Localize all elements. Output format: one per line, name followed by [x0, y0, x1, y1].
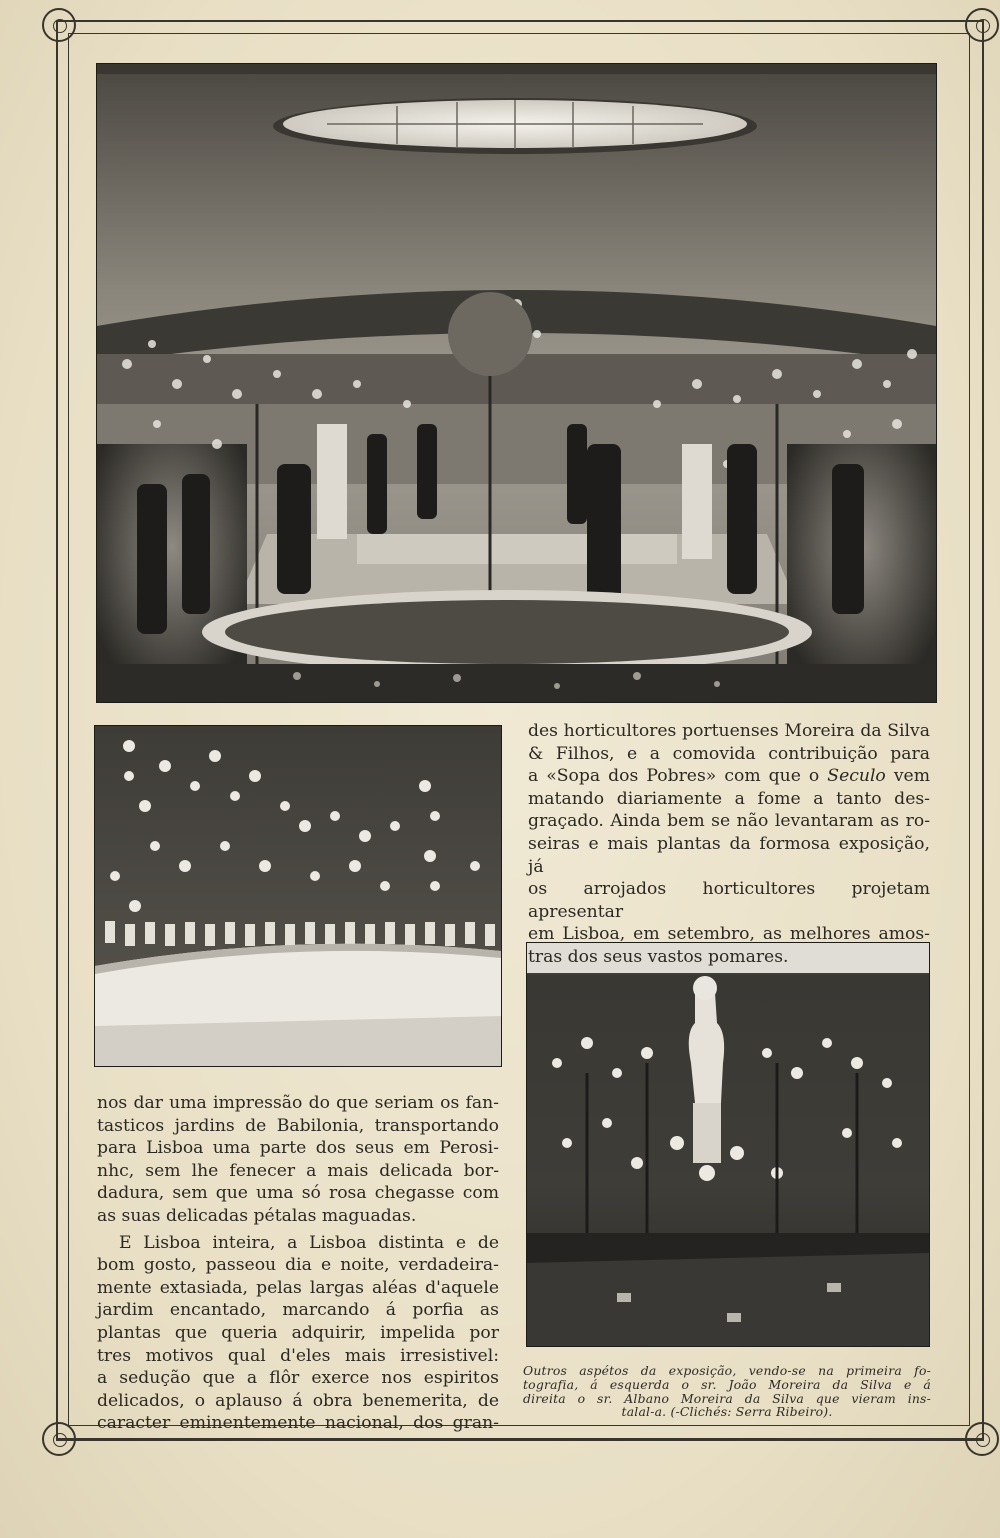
exhibition-hall-illustration [97, 64, 936, 702]
text-line: des horticultores portuenses Moreira da Silva [528, 721, 930, 741]
text-line: seiras e mais plantas da formosa exposição, já [528, 833, 930, 877]
frame-corner-ornament-bottom-left [42, 1422, 76, 1456]
text-line: tres motivos qual d'eles mais irresistivel: [97, 1345, 499, 1366]
caption-line: talal-a. (-Clichés: Serra Ribeiro). [621, 1404, 833, 1420]
frame-corner-ornament-bottom-right [965, 1422, 999, 1456]
caption-line: Outros aspétos da exposição, vendo-se na primeira fo- [523, 1363, 931, 1378]
text-line-part: vem [893, 766, 931, 787]
statue-garden-photograph [527, 943, 929, 1346]
frame-corner-ornament-top-right [965, 8, 999, 42]
article-column-left [97, 1092, 499, 1435]
frame-bottom-rule [56, 1440, 984, 1449]
text-line: em Lisboa, em setembro, as melhores amos- [528, 924, 930, 945]
rose-wall-photograph [95, 726, 501, 1066]
text-line: & Filhos, e a comovida contribuição para [528, 743, 930, 764]
article-column-right [528, 720, 930, 969]
text-line: para Lisboa uma parte dos seus em Perosi- [97, 1138, 499, 1159]
caption-line: tografia, á esquerda o sr. João Moreira da Silva e á [523, 1376, 931, 1392]
exhibition-hall-photograph [97, 64, 936, 702]
text-line: matando diariamente a fome a tanto des- [528, 788, 930, 809]
text-line: delicados, o aplauso á obra benemerita, de [97, 1390, 499, 1411]
text-line: tasticos jardins de Babilonia, transportando [97, 1115, 499, 1136]
frame-corner-ornament-top-left [42, 8, 76, 42]
text-line: jardim encantado, marcando á porfia as [97, 1300, 499, 1321]
rose-wall-illustration [95, 726, 501, 1066]
text-line: plantas que queria adquirir, impelida por [97, 1322, 499, 1343]
text-line: tras dos seus vastos pomares. [528, 946, 789, 967]
photo-caption [523, 1364, 931, 1419]
text-line: nhc, sem lhe fenecer a mais delicada bor- [97, 1160, 499, 1181]
text-line [528, 765, 930, 788]
text-line: os arrojados horticultores projetam apresentar [528, 879, 930, 922]
text-line: dadura, sem que uma só rosa chegasse com [97, 1183, 499, 1204]
text-line: as suas delicadas pétalas maguadas. [97, 1205, 417, 1226]
caption-line: direita o sr. Albano Moreira da Silva que vieram ins- [523, 1390, 931, 1406]
text-line: E Lisboa inteira, a Lisboa distinta e de [119, 1232, 499, 1253]
newspaper-title: Seculo [827, 766, 886, 787]
text-line: caracter eminentemente nacional, dos gran- [97, 1413, 499, 1434]
text-line: a sedução que a flôr exerce nos espiritos [97, 1368, 499, 1389]
text-line-part: a «Sopa dos Pobres» com que o [528, 766, 820, 787]
statue-garden-illustration [527, 943, 929, 1346]
text-line: graçado. Ainda bem se não levantaram as ro- [528, 811, 930, 832]
text-line: bom gosto, passeou dia e noite, verdadeira- [97, 1255, 499, 1276]
text-line: nos dar uma impressão do que seriam os fan- [97, 1093, 499, 1113]
text-line: mente extasiada, pelas largas aléas d'aquele [97, 1277, 499, 1298]
